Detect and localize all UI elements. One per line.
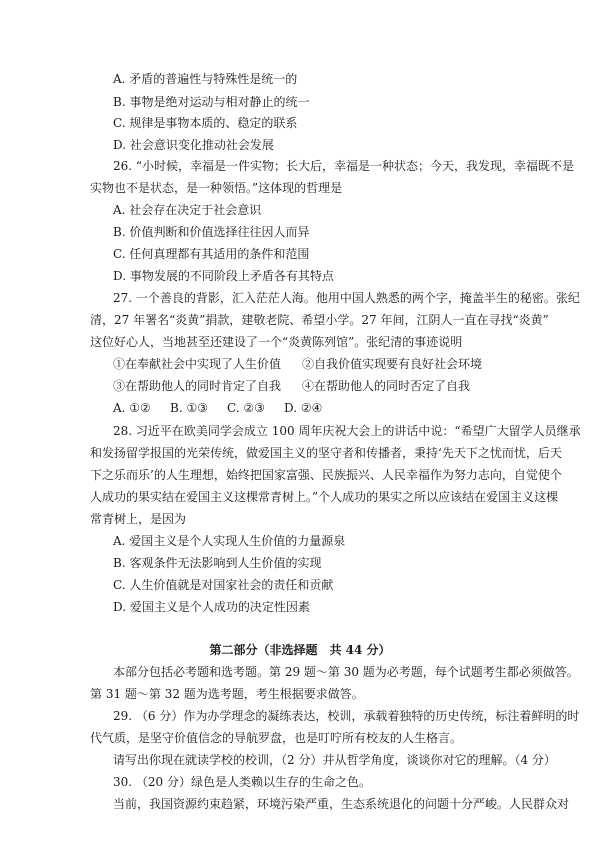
q26-stem-line-1: 26. “小时候，幸福是一件实物；长大后，幸福是一种状态；今天，我发现，幸福既不是	[113, 159, 575, 173]
q30-stem: 30. （20 分）绿色是人类赖以生存的生命之色。	[113, 775, 371, 789]
q28-stem-line-3: 下之乐而乐’的人生理想，始终把国家富强、民族振兴、人民幸福作为努力志向，自觉使个	[90, 468, 562, 482]
q28-option-b: B. 客观条件无法影响到人生价值的实现	[113, 556, 322, 570]
q25-option-b: B. 事物是绝对运动与相对静止的统一	[113, 95, 310, 109]
q25-option-d: D. 社会意识变化推动社会发展	[113, 138, 274, 152]
q27-choice-b: B. ①③	[170, 401, 208, 415]
q27-choice-a: A. ①②	[113, 401, 151, 415]
q25-option-a: A. 矛盾的普遍性与特殊性是统一的	[113, 72, 298, 86]
q28-stem-line-4: 人成功的果实结在爱国主义这棵常青树上。”个人成功的果实之所以应该结在爱国主义这棵	[90, 490, 559, 504]
q26-stem-line-2: 实物也不是状态，是一种领悟。”这体现的哲理是	[90, 181, 343, 195]
q27-stem-line-2: 清，27 年署名“炎黄”捐款，建敬老院、希望小学。27 年间，江阴人一直在寻找“炎黄”	[90, 313, 549, 327]
part2-intro-line-2: 第 31 题～第 32 题为选考题，考生根据要求做答。	[90, 687, 364, 701]
q26-option-d: D. 事物发展的不同阶段上矛盾各有其特点	[113, 269, 334, 283]
q28-stem-line-2: 和发扬留学报国的光荣传统，做爱国主义的坚守者和传播者，秉持‘先天下之忧而忧，后天	[90, 446, 562, 460]
q28-option-a: A. 爱国主义是个人实现人生价值的力量源泉	[113, 534, 346, 548]
q29-stem-line-1: 29. （6 分）作为办学理念的凝练表达，校训，承载着独特的历史传统，标注着鲜明的时	[113, 709, 580, 723]
q28-option-d: D. 爱国主义是个人成功的决定性因素	[113, 600, 310, 614]
q26-option-b: B. 价值判断和价值选择往往因人而异	[113, 225, 310, 239]
part2-intro-line-1: 本部分包括必考题和选考题。第 29 题～第 30 题为必考题，每个试题考生都必须做答。	[113, 665, 579, 679]
q29-stem-line-2: 代气质，是坚守价值信念的导航罗盘，也是叮咛所有校友的人生格言。	[90, 731, 463, 745]
q27-item-2: ②自我价值实现要有良好社会环境	[302, 357, 483, 371]
q27-item-1: ①在奉献社会中实现了人生价值	[113, 357, 282, 371]
q30-paragraph: 当前，我国资源约束趋紧，环境污染严重，生态系统退化的问题十分严峻。人民群众对	[113, 797, 570, 811]
q27-stem-line-1: 27. 一个善良的背影，汇入茫茫人海。他用中国人熟悉的两个字，掩盖半生的秘密。张纪	[113, 291, 580, 305]
q27-choice-c: C. ②③	[227, 401, 265, 415]
q25-option-c: C. 规律是事物本质的、稳定的联系	[113, 116, 298, 130]
q27-choice-d: D. ②④	[284, 401, 323, 415]
q27-item-4: ④在帮助他人的同时否定了自我	[302, 379, 471, 393]
q28-option-c: C. 人生价值就是对国家社会的责任和贡献	[113, 578, 334, 592]
part2-title: 第二部分（非选择题 共 44 分）	[209, 643, 391, 657]
q26-option-a: A. 社会存在决定于社会意识	[113, 203, 262, 217]
q28-stem-line-5: 常青树上，是因为	[90, 512, 187, 526]
q28-stem-line-1: 28. 习近平在欧美同学会成立 100 周年庆祝大会上的讲话中说：“希望广大留学人员继承	[113, 424, 581, 438]
q27-stem-line-3: 这位好心人，当地甚至还建设了一个“炎黄陈列馆”。张纪清的事迹说明	[90, 335, 463, 349]
q26-option-c: C. 任何真理都有其适用的条件和范围	[113, 247, 310, 261]
q27-item-3: ③在帮助他人的同时肯定了自我	[113, 379, 282, 393]
q29-task: 请写出你现在就读学校的校训，（2 分）并从哲学角度，谈谈你对它的理解。（4 分）	[113, 753, 556, 767]
